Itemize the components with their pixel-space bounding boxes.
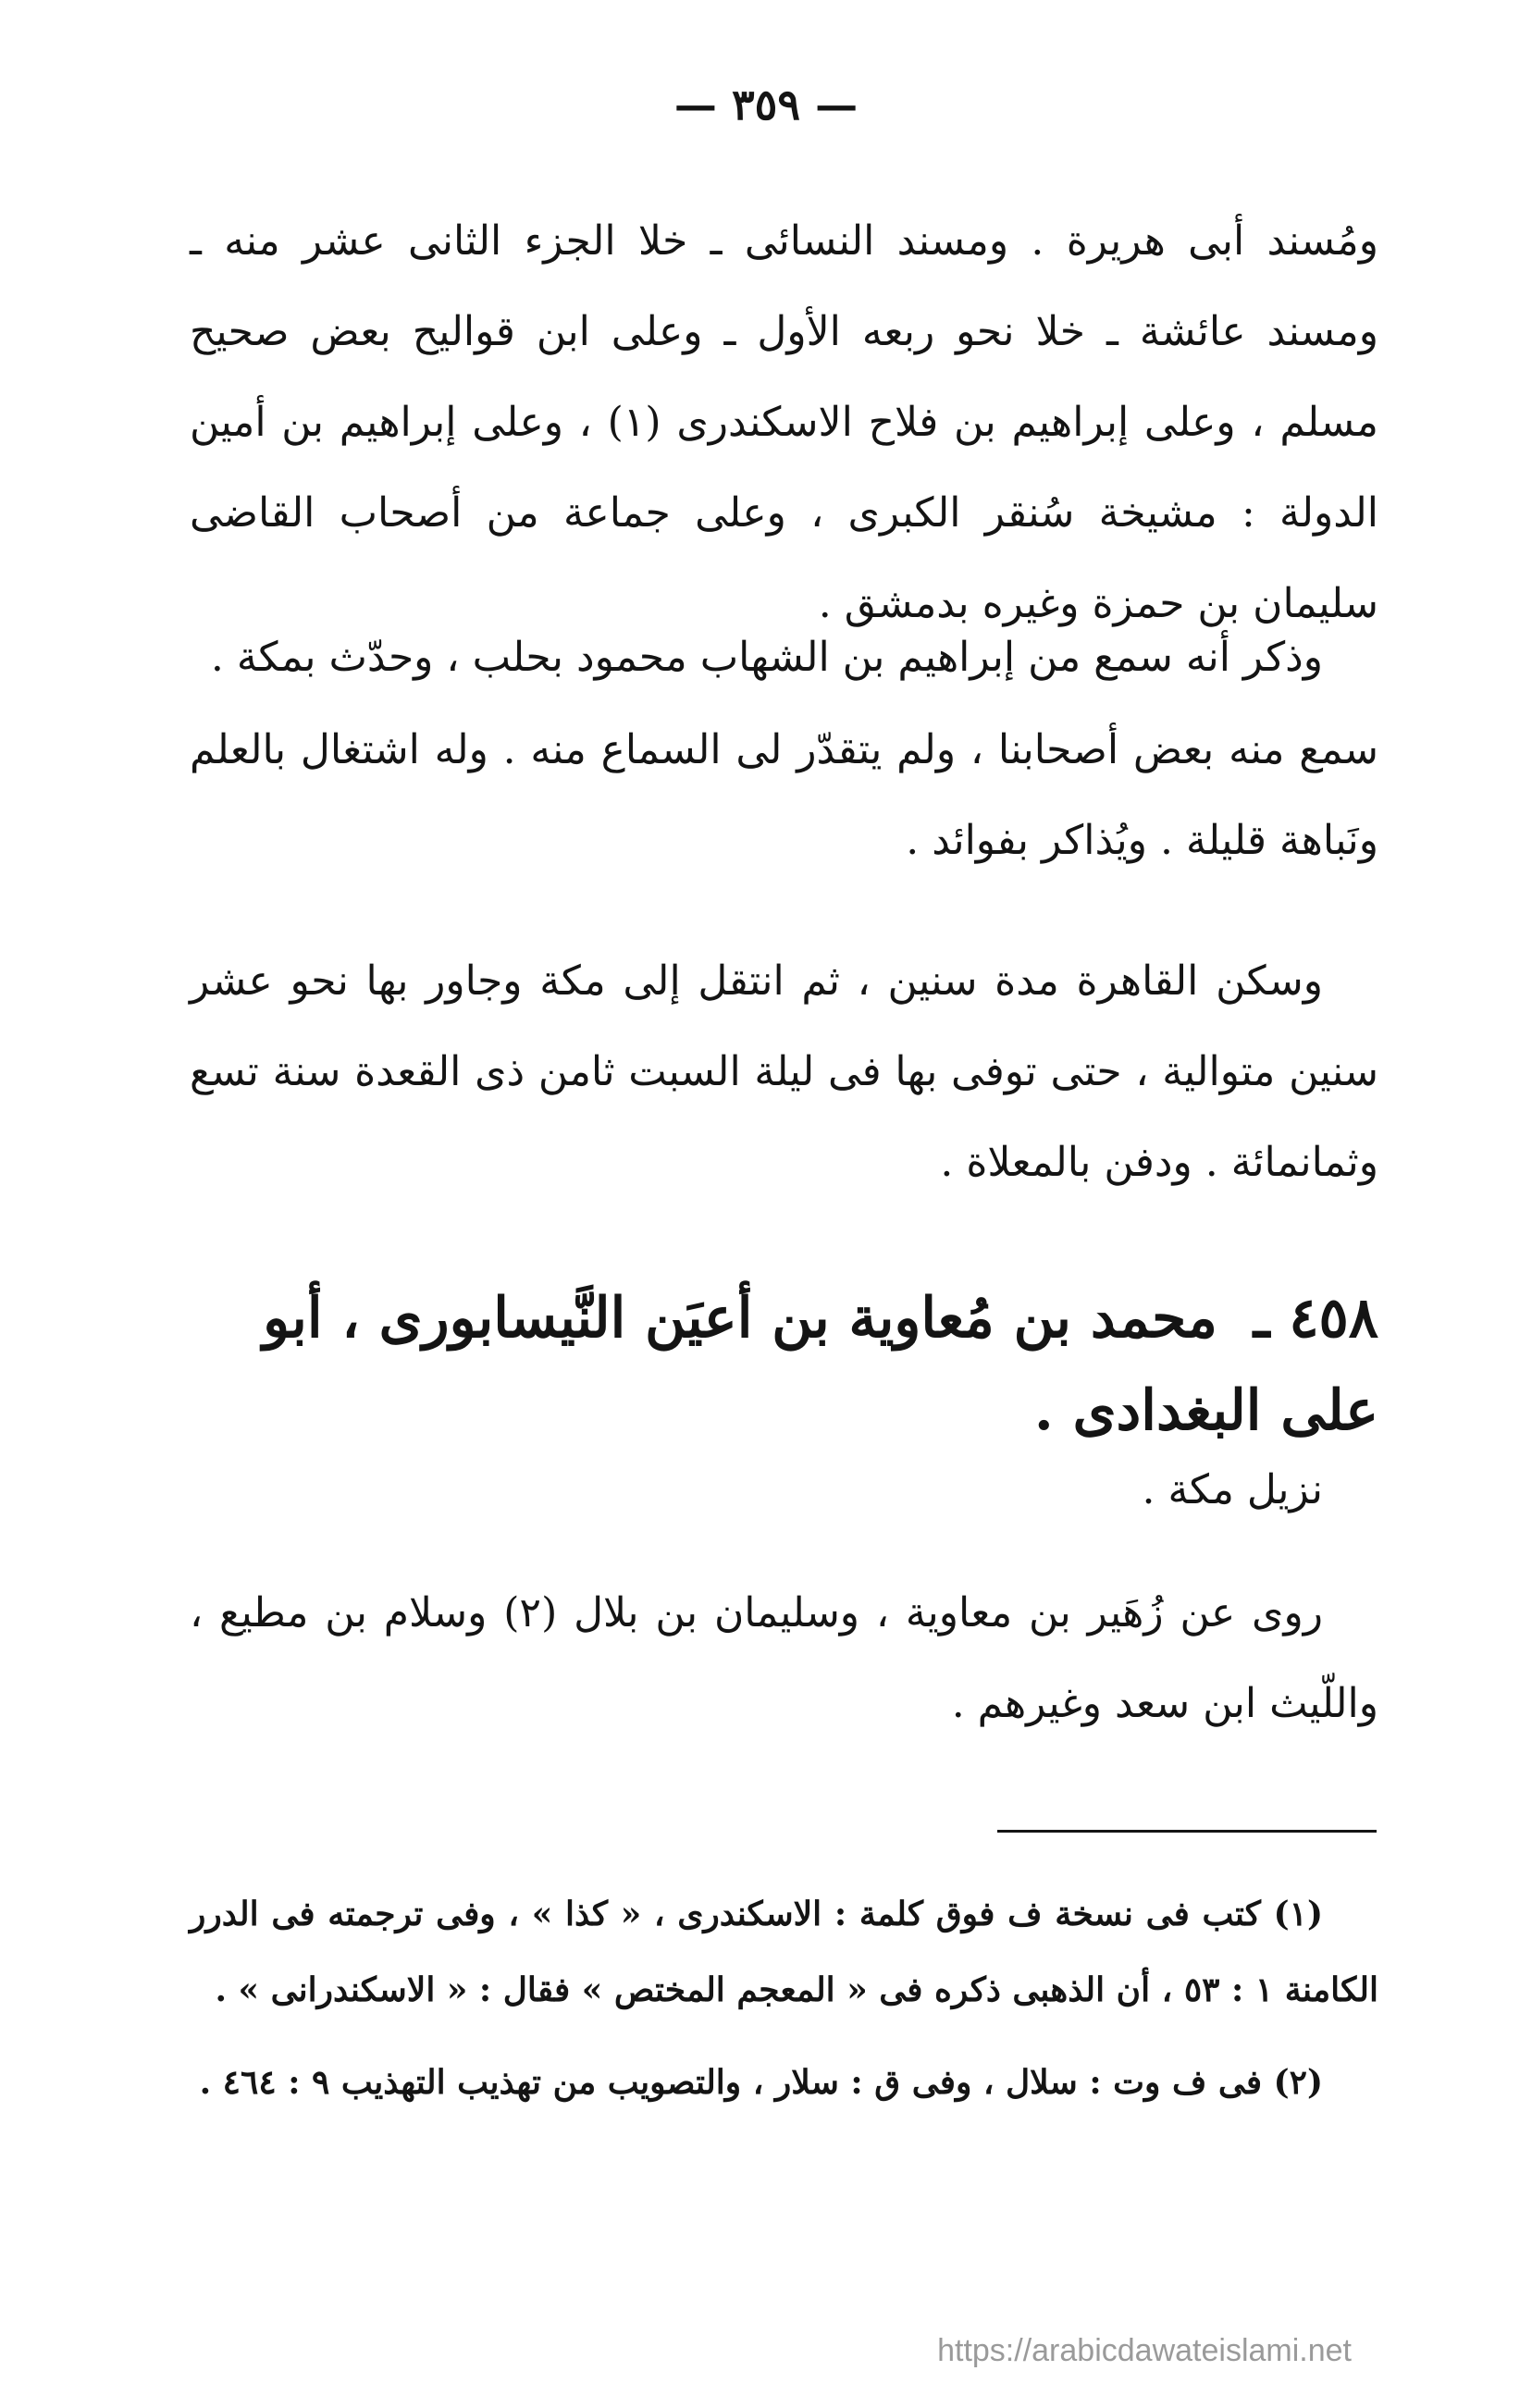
footnote-1: (١) كتب فى نسخة ف فوق كلمة : الاسكندرى ، « كذا » ، وفى ترجمته فى الدرر الكامنة ١ : ٥٣ ، أن الذهبى ذكره فى « المعجم المختص » فقال : « الاسكندرانى » . <box>190 1895 1378 2009</box>
paragraph-4 <box>190 936 1378 1208</box>
paragraph-text: وذكر أنه سمع من إبراهيم بن الشهاب محمود بحلب ، وحدّث بمكة . <box>210 634 1323 681</box>
entry-heading <box>190 1272 1378 1457</box>
footnote-divider <box>997 1830 1377 1833</box>
footnote-2: (٢) فى ف وت : سلال ، وفى ق : سلار ، والتصويب من تهذيب التهذيب ٩ : ٤٦٤ . <box>199 2063 1323 2102</box>
paragraph-text: نزيل مكة . <box>1142 1466 1323 1513</box>
entry-paragraph-2 <box>190 1568 1378 1749</box>
paragraph-text: وسكن القاهرة مدة سنين ، ثم انتقل إلى مكة وجاور بها نحو عشر سنين متوالية ، حتى توفى بها فى ليلة السبت ثامن ذى القعدة سنة تسع وثمانمائة . ودفن بالمعلاة . <box>190 957 1378 1186</box>
paragraph-3 <box>190 705 1378 886</box>
entry-title: محمد بن مُعاوية بن أعيَن النَّيسابورى ، أبو على البغدادى . <box>263 1286 1378 1443</box>
page-number: — ٣٥٩ — <box>673 80 859 130</box>
watermark-url: https://arabicdawateislami.net <box>937 2333 1352 2368</box>
entry-number: ٤٥٨ ـ <box>1253 1286 1378 1351</box>
entry-paragraph-1 <box>190 1445 1378 1536</box>
paragraph-text: ومُسند أبى هريرة . ومسند النسائى ـ خلا الجزء الثانى عشر منه ـ ومسند عائشة ـ خلا نحو ربعه الأول ـ وعلى ابن قواليح بعض صحيح مسلم ، وعلى إبراهيم بن فلاح الاسكندرى (١) ، وعلى إبراهيم بن أمين الدولة : مشيخة سُنقر الكبرى ، وعلى جماعة من أصحاب القاضى سليمان بن حمزة وغيره بدمشق . <box>190 217 1378 627</box>
footnotes <box>190 1876 1378 2137</box>
paragraph-2 <box>190 612 1378 703</box>
paragraph-text: روى عن زُهَير بن معاوية ، وسليمان بن بلال (٢) وسلام بن مطيع ، واللّيث ابن سعد وغيرهم . <box>190 1589 1378 1727</box>
paragraph-1 <box>190 196 1378 649</box>
paragraph-text: سمع منه بعض أصحابنا ، ولم يتقدّر لى السماع منه . وله اشتغال بالعلم ونَباهة قليلة . ويُذاكر بفوائد . <box>190 726 1378 864</box>
